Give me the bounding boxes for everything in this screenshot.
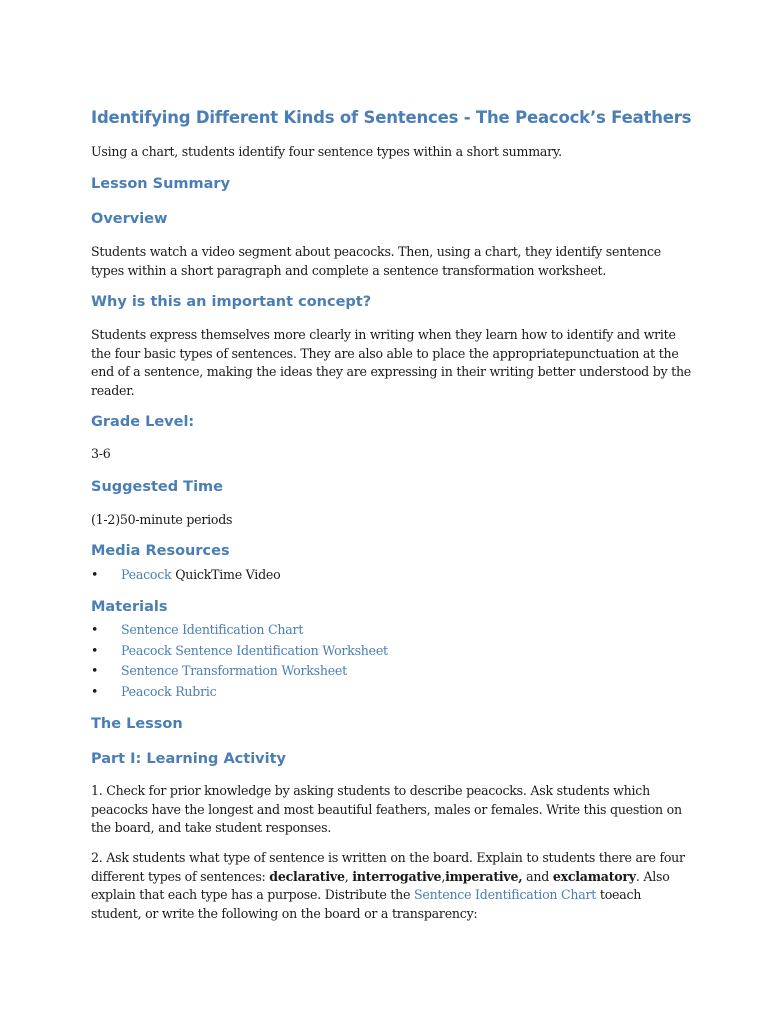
list-item-suffix: QuickTime Video [171,567,281,582]
the-lesson-heading: The Lesson [91,716,183,732]
grade-level-heading: Grade Level: [91,414,195,430]
bullet-icon: • [91,642,99,658]
transformation-worksheet-link[interactable]: Sentence Transformation Worksheet [121,663,347,679]
bullet-icon: • [91,567,99,582]
term-declarative: declarative [269,868,345,884]
term-interrogative: interrogative [352,868,442,884]
step1-text: 1. Check for prior knowledge by asking students to describe peacocks. Ask students which peacocks have the longest and most beautiful feathers, males or females. Write this question on the board, and take student responses. [91,783,682,835]
bullet-icon: • [91,622,99,637]
step2-text [91,849,691,923]
materials-heading: Materials [91,599,168,615]
bullet-icon: • [91,684,99,700]
intro-text: Using a chart, students identify four sentence types within a short summary. [91,144,562,159]
importance-text: Students express themselves more clearly in writing when they learn how to identify and write the four basic types of sentences. They are also able to place the appropriatepunctuation at the end of a sentence, making the ideas they are expressing in their writing better understood by the reader. [91,327,692,398]
document-title: Identifying Different Kinds of Sentences - The Peacock’s Feathers [91,108,692,127]
importance-heading: Why is this an important concept? [91,294,372,310]
step2-part3: toeach student, or write the following on the board or a transparency: [91,887,642,921]
suggested-time-value: (1-2)50-minute periods [91,512,233,527]
term-exclamatory: exclamatory [552,868,636,884]
peacock-rubric-link[interactable]: Peacock Rubric [121,684,217,700]
step2-chart-link[interactable]: Sentence Identification Chart [413,887,597,902]
materials-list [91,620,388,703]
overview-text: Students watch a video segment about peacocks. Then, using a chart, they identify sentence types within a short paragraph and complete a sentence transformation worksheet. [91,244,661,278]
list-item [91,620,388,641]
peacock-worksheet-link[interactable]: Peacock Sentence Identification Worksheet [121,642,388,658]
grade-level-value: 3-6 [91,446,111,461]
peacock-video-link[interactable]: Peacock [121,567,172,582]
step2-and: and [522,868,553,884]
list-item [91,682,388,703]
list-item [91,641,388,662]
term-imperative: imperative, [445,868,523,884]
overview-heading: Overview [91,211,168,227]
media-resources-list [91,565,280,586]
media-resources-heading: Media Resources [91,543,230,559]
step2-sep1: , [344,868,353,884]
lesson-summary-heading: Lesson Summary [91,176,231,192]
part1-heading: Part I: Learning Activity [91,751,286,767]
sentence-identification-chart-link[interactable]: Sentence Identification Chart [121,622,304,637]
step2-part1: 2. Ask students what type of sentence is written on the board. Explain to students there are four different types of sentences: [91,850,685,884]
step2-sep2: , [441,868,446,884]
list-item [91,661,388,682]
step2-part2: . Also explain that each type has a purpose. Distribute the [91,868,670,902]
list-item [91,565,280,586]
suggested-time-heading: Suggested Time [91,479,223,495]
bullet-icon: • [91,663,99,679]
